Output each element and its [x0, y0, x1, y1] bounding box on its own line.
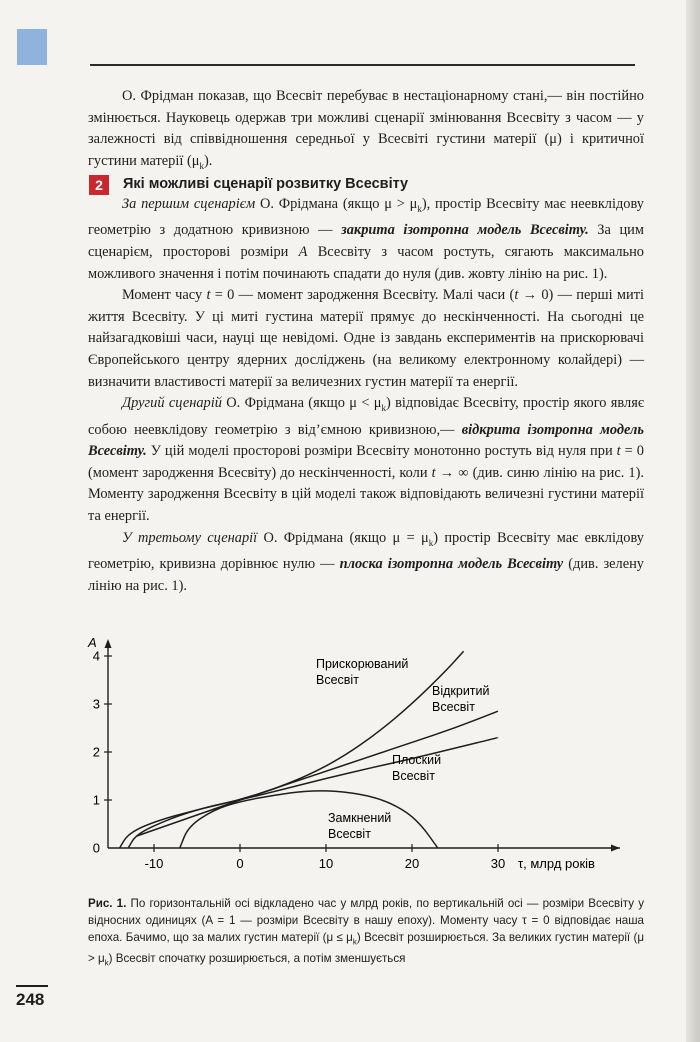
y-tick-label: 4	[92, 648, 100, 664]
y-axis-label: A	[88, 635, 97, 650]
paragraph-second-scenario: Другий сценарій О. Фрідмана (якщо $\mu < \mu_k$) відповідає Всесвіту, простір якого являє собою неевклідову геометрію з від’ємною кривизною,— відкрита ізотропна модель Всесвіту. У цій моделі просторові розміри Всесвіту монотонно ростуть від нуля при t = 0 (момент зародження Всесвіту) до нескінченності, коли t → ∞ (див. синю лінію на рис. 1). Моменту зародження Всесвіту в цій моделі також відповідають величезні густини матерії та енергії.	[88, 395, 645, 525]
page-number-rule	[16, 985, 48, 987]
series-label-0: Прискорюваний	[316, 657, 409, 671]
x-tick-label: 30	[490, 856, 506, 871]
figure-caption: Рис. 1. По горизонтальній осі відкладено час у млрд років, по вертикальній осі — розміри Всесвіту у відносних одиницях (A = 1 — розміри Всесвіту в нашу епоху). Моменту часу τ = 0 відповідає наша епоха. Бачимо, що за малих густин матерії $(\mu \le \mu_k)$ Всесвіт розширюється. За великих густин матерії $(\mu > \mu_k)$ Всесвіт спочатку розширюється, а потім зменшується	[88, 897, 644, 968]
paragraph-first-scenario: За першим сценарієм О. Фрідмана (якщо $\mu > \mu_k$), простір Всесвіту має неевклідову геометрію з додатною кривизною — закрита ізотропна модель Всесвіту. За цим сценарієм, просторові розміри A Всесвіту з часом ростуть, сягають максимально можливого значення і потім починають спадати до нуля (див. жовту лінію на рис. 1).	[88, 196, 645, 282]
x-axis-arrow	[611, 845, 620, 852]
y-tick-label: 2	[92, 744, 100, 760]
series-label-3: Всесвіт	[328, 827, 371, 841]
x-tick-label: 20	[404, 856, 420, 871]
series-label-2: Плоский	[392, 753, 442, 767]
series-line-1	[120, 711, 498, 848]
section-heading	[89, 174, 649, 196]
series-line-3	[180, 791, 438, 848]
series-label-0: Всесвіт	[316, 673, 359, 687]
section-number-badge: 2	[89, 175, 109, 195]
page-edge-shadow	[686, 0, 700, 1042]
y-tick-label: 3	[92, 696, 100, 712]
paragraph-third-scenario: У третьому сценарії О. Фрідмана (якщо $\mu = \mu_k$) простір Всесвіту має евклідову геометрію, кривизна дорівнює нулю — плоска ізотропна модель Всесвіту (див. зелену лінію на рис. 1).	[88, 529, 644, 594]
paragraph-scenarios	[88, 194, 644, 597]
y-tick-label: 0	[92, 840, 100, 856]
series-line-0	[137, 651, 464, 836]
x-tick-label: -10	[144, 856, 164, 871]
x-axis-label: τ, млрд років	[518, 856, 595, 871]
paragraph-moment-of-time: Момент часу t = 0 — момент зародження Всесвіту. Малі часи (t → 0) — перші миті життя Всесвіту. У ці миті густина матерії прямує до нескінченності. На сьогодні це найзагадковіші часи, науці ще невідомі. Одне із завдань експериментів на прискорювачі Європейського центру ядерних досліджень (на великому електронному колайдері) — визначити властивості матерії за величезних густин матерії та енергії.	[88, 287, 645, 390]
y-axis-arrow	[105, 639, 112, 648]
series-label-2: Всесвіт	[392, 769, 435, 783]
series-label-1: Відкритий	[432, 684, 490, 698]
x-tick-label: 0	[236, 856, 244, 871]
paragraph-friedman-intro: О. Фрідман показав, що Всесвіт перебуває в нестаціонарному стані,— він постійно змінюється. Науковець одержав три можливі сценарії змінювання Всесвіту з часом — у залежності від співвідношення середньої у Всесвіті густини матерії (μ) і критичної густини матерії $(\mu_k)$.	[88, 88, 644, 171]
page-number: 248	[16, 990, 45, 1009]
section-title: Які можливі сценарії розвитку Всесвіту	[123, 176, 409, 192]
corner-marker	[17, 29, 47, 65]
friedman-scenarios-chart	[80, 633, 640, 888]
series-label-1: Всесвіт	[432, 700, 475, 714]
header-rule	[90, 64, 635, 66]
series-line-2	[128, 738, 498, 848]
y-tick-label: 1	[92, 792, 100, 808]
series-label-3: Замкнений	[328, 811, 392, 825]
x-tick-label: 10	[318, 856, 334, 871]
